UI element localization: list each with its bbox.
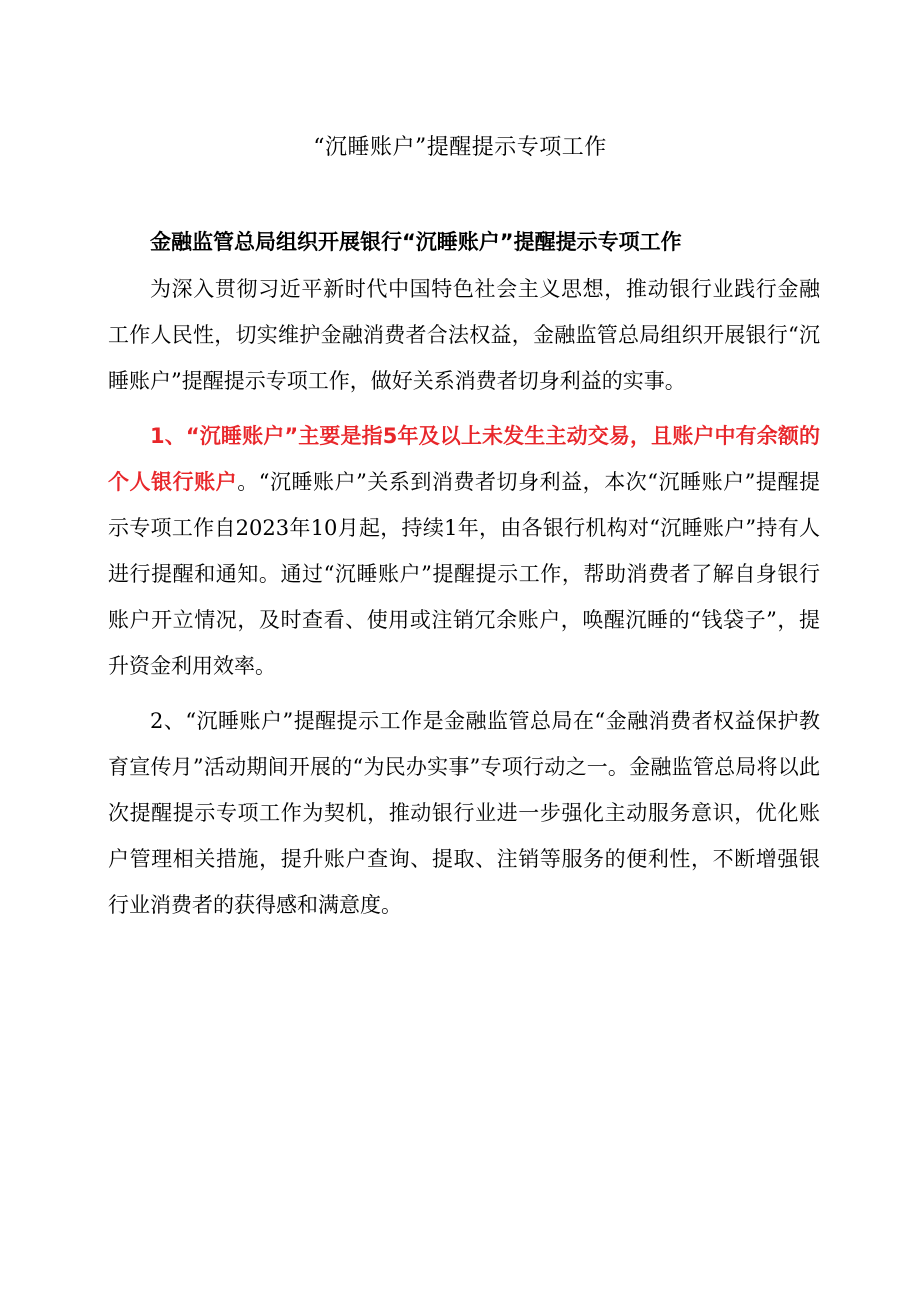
paragraph-intro: 为深入贯彻习近平新时代中国特色社会主义思想，推动银行业践行金融工作人民性，切实维护金融消费者合法权益，金融监管总局组织开展银行“沉睡账户”提醒提示专项工作，做好关系消费者切身利益的实事。 — [108, 277, 820, 393]
paragraph-point-1 — [108, 413, 820, 689]
document-title: “沉睡账户”提醒提示专项工作 — [313, 135, 607, 160]
section-heading: 金融监管总局组织开展银行“沉睡账户”提醒提示专项工作 — [150, 230, 682, 254]
paragraph-point-2: 2、“沉睡账户”提醒提示工作是金融监管总局在“金融消费者权益保护教育宣传月”活动期间开展的“为民办实事”专项行动之一。金融监管总局将以此次提醒提示专项工作为契机，推动银行业进一步强化主动服务意识，优化账户管理相关措施，提升账户查询、提取、注销等服务的便利性，不断增强银行业消费者的获得感和满意度。 — [108, 709, 820, 917]
highlighted-definition: 1、“沉睡账户”主要是指5年及以上未发生主动交易，且账户中有余额的个人银行账户 — [108, 424, 820, 494]
paragraph-point-1-body: 。“沉睡账户”关系到消费者切身利益，本次“沉睡账户”提醒提示专项工作自2023年10月起，持续1年，由各银行机构对“沉睡账户”持有人进行提醒和通知。通过“沉睡账户”提醒提示工作，帮助消费者了解自身银行账户开立情况，及时查看、使用或注销冗余账户，唤醒沉睡的“钱袋子”，提升资金利用效率。 — [108, 470, 820, 678]
